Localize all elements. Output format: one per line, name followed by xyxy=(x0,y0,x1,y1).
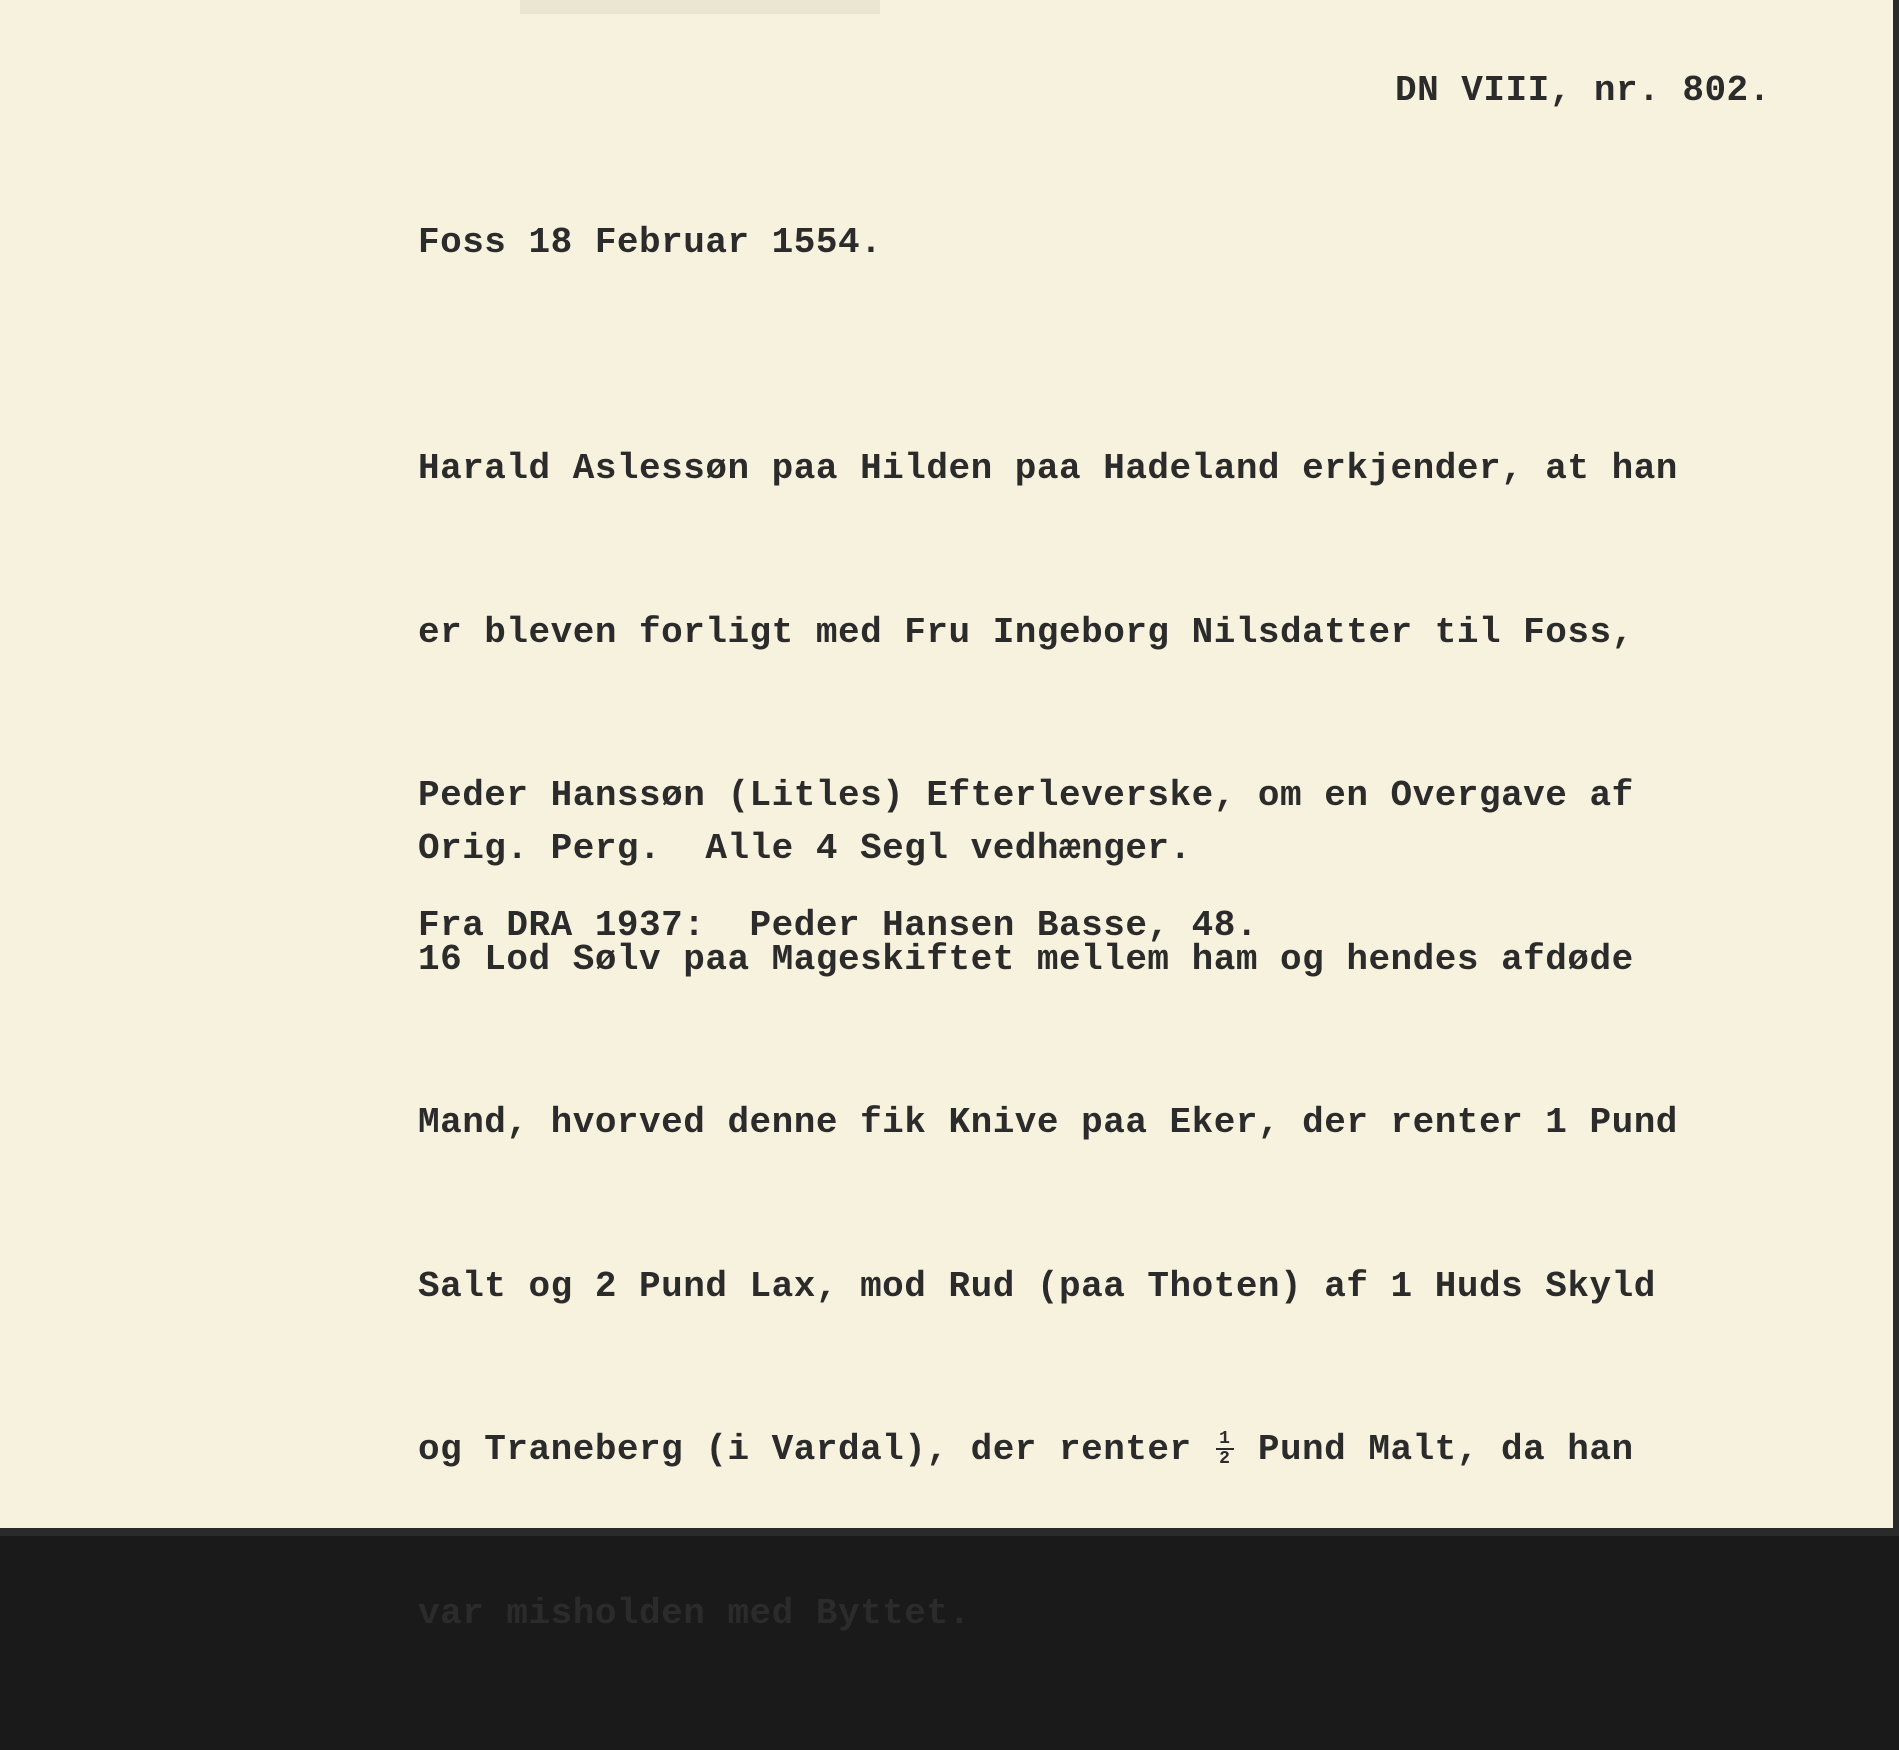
summary-line: 16 Lod Sølv paa Mageskiftet mellem ham og hendes afdøde xyxy=(418,938,1634,980)
fraction-denominator: 2 xyxy=(1219,1449,1231,1470)
reference-number: DN VIII, nr. 802. xyxy=(1395,70,1771,111)
summary-line: Harald Aslessøn paa Hilden paa Hadeland erkjender, at han xyxy=(418,448,1678,489)
summary-line: Mand, hvorved denne fik Knive paa Eker, der renter 1 Pund xyxy=(418,1102,1678,1143)
date-line: Foss 18 Februar 1554. xyxy=(418,222,883,263)
summary-line-start: og Traneberg (i Vardal), der renter xyxy=(418,1429,1214,1470)
summary-line xyxy=(418,1423,1678,1478)
paper-stain xyxy=(520,0,880,14)
half-fraction xyxy=(1214,1429,1236,1470)
source-note: Fra DRA 1937: Peder Hansen Basse, 48. xyxy=(418,905,1258,946)
summary-line-end: Pund Malt, da han xyxy=(1235,1429,1634,1470)
summary-text xyxy=(418,333,1678,1750)
summary-line: er bleven forligt med Fru Ingeborg Nilsdatter til Foss, xyxy=(418,611,1634,653)
summary-line: var misholden med Byttet. xyxy=(418,1592,971,1634)
summary-line: Salt og 2 Pund Lax, mod Rud (paa Thoten) af 1 Huds Skyld xyxy=(418,1265,1656,1307)
summary-line: Peder Hanssøn (Litles) Efterleverske, om en Overgave af xyxy=(418,775,1634,816)
original-note: Orig. Perg. Alle 4 Segl vedhænger. xyxy=(418,828,1192,869)
fraction-numerator: 1 xyxy=(1219,1429,1231,1450)
